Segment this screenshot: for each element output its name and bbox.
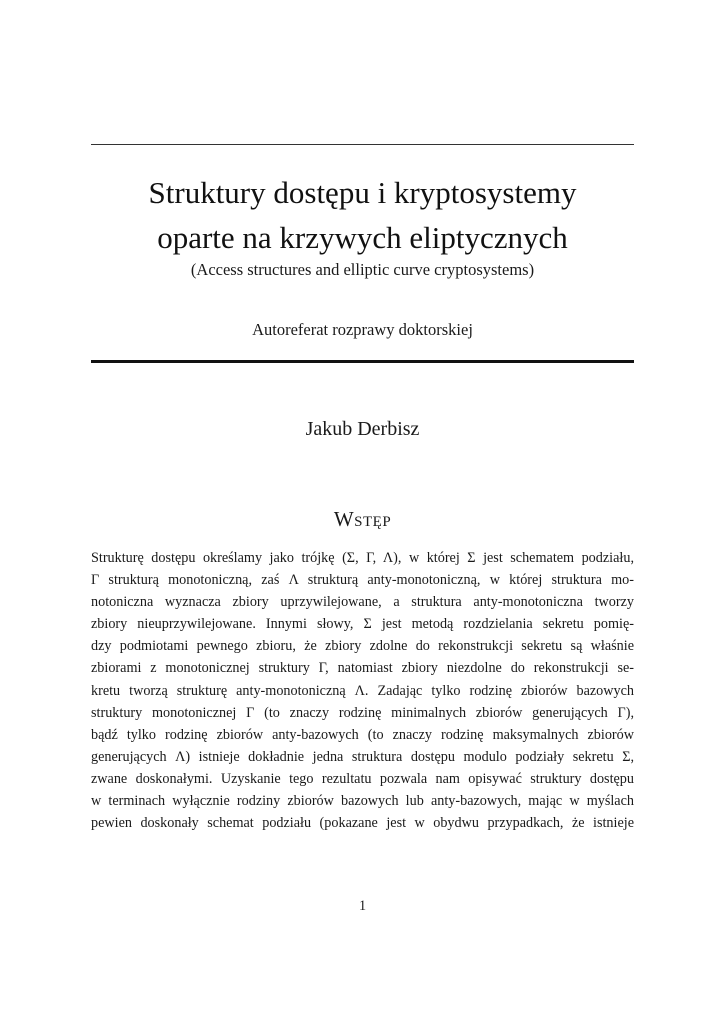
title-line-2: oparte na krzywych eliptycznych — [157, 220, 568, 255]
paragraph-line: struktury monotonicznej Γ (to znaczy rodzinę minimalnych zbiorów generujących Γ), — [91, 704, 634, 721]
paragraph-line: zbiory nieuprzywilejowane. Innymi słowy, Σ jest metodą rozdzielania sekretu pomię- — [91, 616, 634, 633]
paragraph-line: zwane doskonałymi. Uzyskanie tego rezultatu pozwala nam opisywać struktury dostępu — [91, 770, 634, 787]
paragraph-line: Strukturę dostępu określamy jako trójkę (Σ, Γ, Λ), w której Σ jest schematem podziału, — [91, 550, 634, 566]
page-number: 1 — [358, 898, 367, 914]
document-title — [60, 170, 665, 260]
top-rule — [91, 144, 634, 145]
document-subtitle: (Access structures and elliptic curve cryptosystems) — [190, 260, 535, 279]
paragraph-line: kretu tworzą strukturę anty-monotoniczną Λ. Zadając tylko rodzinę zbiorów bazowych — [91, 682, 634, 699]
title-line-1: Struktury dostępu i kryptosystemy — [148, 175, 577, 210]
document-kind: Autoreferat rozprawy doktorskiej — [252, 320, 473, 339]
paragraph-line: bądź tylko rodzinę zbiorów anty-bazowych (to znaczy rodzinę maksymalnych zbiorów — [91, 726, 634, 743]
paragraph-line: Γ strukturą monotoniczną, zaś Λ strukturą anty-monotoniczną, w której struktura mo- — [91, 572, 634, 589]
paragraph-line: dzy podmiotami pewnego zbioru, że zbiory zdolne do rekonstrukcji sekretu są właśnie — [91, 638, 634, 655]
intro-paragraph — [91, 547, 634, 834]
paragraph-line: notoniczna wyznacza zbiory uprzywilejowane, a struktura anty-monotoniczna tworzy — [91, 594, 634, 611]
bottom-rule — [91, 360, 634, 363]
section-heading: Wstęp — [333, 507, 392, 531]
paragraph-line: w terminach wyłącznie rodziny zbiorów bazowych lub anty-bazowych, mając w myślach — [91, 793, 634, 810]
paragraph-line: zbiorami z monotonicznej struktury Γ, natomiast zbiory niezdolne do rekonstrukcji se- — [91, 660, 634, 677]
paragraph-line: generujących Λ) istnieje dokładnie jedna struktura dostępu modulo podziały sekretu Σ, — [91, 748, 634, 765]
paragraph-line: pewien doskonały schemat podziału (pokazane jest w obydwu przypadkach, że istnieje — [91, 815, 634, 832]
author-name: Jakub Derbisz — [305, 418, 420, 440]
